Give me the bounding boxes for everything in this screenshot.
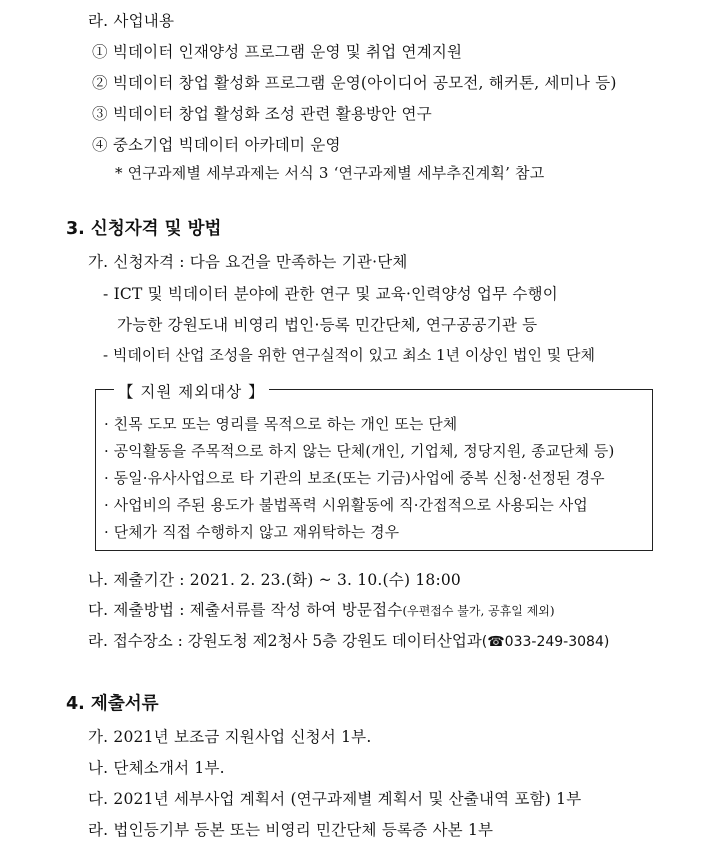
- submission-period: 나. 제출기간 : 2021. 2. 23.(화) ~ 3. 10.(수) 18:00: [88, 571, 461, 589]
- document-item-3: 다. 2021년 세부사업 계획서 (연구과제별 계획서 및 산출내역 포함) 1부: [88, 790, 582, 808]
- document-item-4: 라. 법인등기부 등본 또는 비영리 민간단체 등록증 사본 1부: [88, 821, 494, 839]
- business-item-3: ③ 빅데이터 창업 활성화 조성 관련 활용방안 연구: [92, 105, 432, 123]
- qualification-label: 가. 신청자격 : 다음 요건을 만족하는 기관·단체: [88, 253, 408, 271]
- submission-method-note: (우편접수 불가, 공휴일 제외): [402, 604, 555, 618]
- business-item-4: ④ 중소기업 빅데이터 아카데미 운영: [92, 136, 341, 154]
- qualification-bullet-1-line-2: 가능한 강원도내 비영리 법인·등록 민간단체, 연구공공기관 등: [117, 316, 538, 334]
- exclusion-item: · 친목 도모 또는 영리를 목적으로 하는 개인 또는 단체: [104, 416, 458, 433]
- business-note: * 연구과제별 세부과제는 서식 3 ‘연구과제별 세부추진계획’ 참고: [115, 164, 545, 182]
- business-heading: 라. 사업내용: [88, 12, 175, 30]
- exclusion-item: · 공익활동을 주목적으로 하지 않는 단체(개인, 기업체, 정당지원, 종교단체 등): [104, 443, 615, 460]
- exclusion-item: · 사업비의 주된 용도가 불법폭력 시위활동에 직·간접적으로 사용되는 사업: [104, 497, 588, 514]
- submission-place: [88, 629, 609, 651]
- submission-method-text: 다. 제출방법 : 제출서류를 작성 하여 방문접수: [88, 601, 403, 619]
- exclusion-title: 【 지원 제외대상 】: [114, 380, 269, 402]
- exclusion-item: · 단체가 직접 수행하지 않고 재위탁하는 경우: [104, 524, 400, 541]
- qualification-bullet-1-line-1: - ICT 및 빅데이터 분야에 관한 연구 및 교육·인력양성 업무 수행이: [103, 285, 558, 303]
- submission-method: [88, 598, 555, 620]
- document-item-2: 나. 단체소개서 1부.: [88, 759, 225, 777]
- exclusion-item: · 동일·유사사업으로 타 기관의 보조(또는 기금)사업에 중복 신청·선정된 경우: [104, 470, 605, 487]
- submission-place-text: 라. 접수장소 : 강원도청 제2청사 5층 강원도 데이터산업과: [88, 632, 482, 650]
- section3-title: 3. 신청자격 및 방법: [66, 219, 222, 239]
- business-item-2: ② 빅데이터 창업 활성화 프로그램 운영(아이디어 공모전, 해커톤, 세미나 등): [92, 74, 617, 92]
- qualification-bullet-2: - 빅데이터 산업 조성을 위한 연구실적이 있고 최소 1년 이상인 법인 및 단체: [103, 346, 596, 364]
- business-item-1: ① 빅데이터 인재양성 프로그램 운영 및 취업 연계지원: [92, 43, 463, 61]
- submission-phone: (☎033-249-3084): [481, 634, 610, 650]
- section4-title: 4. 제출서류: [66, 694, 159, 714]
- document-item-1: 가. 2021년 보조금 지원사업 신청서 1부.: [88, 728, 372, 746]
